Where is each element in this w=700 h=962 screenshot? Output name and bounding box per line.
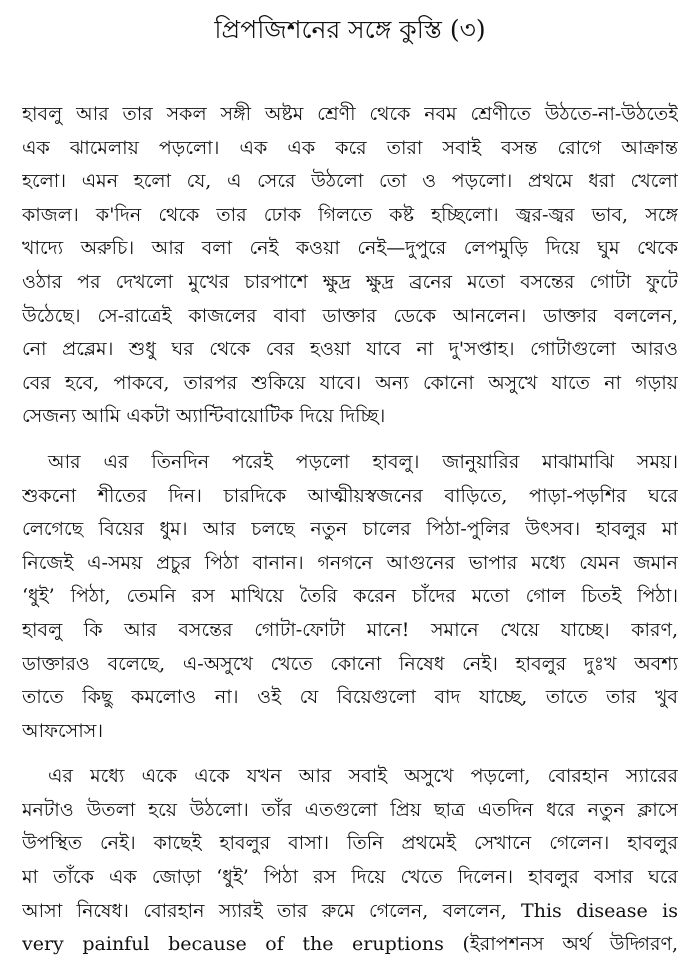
page-title: প্রিপজিশনের সঙ্গে কুস্তি (৩) — [214, 15, 486, 44]
text-line: লেগেছে বিয়ের ধুম। আর চলছে নতুন চালের পিঠা-পুলির উৎসব। হাবলুর মা — [22, 518, 678, 541]
text-line: নো প্রব্লেম। শুধু ঘর থেকে বের হওয়া যাবে না দু'সপ্তাহ। গোটাগুলো আরও — [22, 338, 678, 361]
text-line: very painful because of the eruptions (ইরাপশনস অর্থ উদ্গিরণ, — [22, 933, 678, 956]
text-line: আফসোস। — [22, 719, 104, 742]
paragraph-1 — [22, 98, 678, 434]
text-line: ওঠার পর দেখলো মুখের চারপাশে ক্ষুদ্র ক্ষুদ্র ব্রনের মতো বসন্তের গোটা ফুটে — [22, 270, 678, 293]
text-line: শুকনো শীতের দিন। চারদিকে আত্মীয়স্বজনের বাড়িতে, পাড়া-পড়শির ঘরে — [22, 484, 678, 507]
text-line: হাবলু আর তার সকল সঙ্গী অষ্টম শ্রেণী থেকে নবম শ্রেণীতে উঠতে-না-উঠতেই — [22, 103, 678, 125]
text-line: হলো। এমন হলো যে, এ সেরে উঠলো তো ও পড়লো। প্রথমে ধরা খেলো — [22, 170, 678, 193]
text-line: বের হবে, পাকবে, তারপর শুকিয়ে যাবে। অন্য কোনো অসুখে যাতে না গড়ায় — [22, 371, 678, 394]
text-line: হাবলু কি আর বসন্তের গোটা-ফোটা মানে! সমানে খেয়ে যাচ্ছে। কারণ, — [22, 618, 678, 641]
text-line: ডাক্তারও বলেছে, এ-অসুখে খেতে কোনো নিষেধ নেই। হাবলুর দুঃখ অবশ্য — [22, 652, 678, 675]
paragraph-3 — [22, 760, 678, 962]
text-line: তাতে কিছু কমলোও না। ওই যে বিয়েগুলো বাদ যাচ্ছে, তাতে তার খুব — [22, 686, 678, 709]
text-line: এক ঝামেলায় পড়লো। এক এক করে তারা সবাই বসন্ত রোগে আক্রান্ত — [22, 136, 678, 159]
text-line: মা তাঁকে এক জোড়া ‘ধুই’ পিঠা রস দিয়ে খেতে দিলেন। হাবলুর বসার ঘরে — [22, 866, 678, 889]
text-line: নিজেই এ-সময় প্রচুর পিঠা বানান। গনগনে আগুনের ভাপার মধ্যে যেমন জমান — [22, 551, 678, 574]
text-line: সেজন্য আমি একটা অ্যান্টিবায়োটিক দিয়ে দিচ্ছি। — [22, 405, 386, 428]
text-line: আসা নিষেধ। বোরহান স্যারই তার রুমে গেলেন, বললেন, This disease is — [22, 899, 678, 922]
text-line: উপস্থিত নেই। কাছেই হাবলুর বাসা। তিনি প্রথমেই সেখানে গেলেন। হাবলুর — [22, 832, 678, 855]
text-line: এর মধ্যে একে একে যখন আর সবাই অসুখে পড়লো, বোরহান স্যারের — [48, 765, 678, 788]
text-line: কাজল। ক'দিন থেকে তার ঢোক গিলতে কষ্ট হচ্ছিলো। জ্বর-জ্বর ভাব, সঙ্গে — [22, 203, 678, 226]
text-line: উঠেছে। সে-রাত্রেই কাজলের বাবা ডাক্তার ডেকে আনলেন। ডাক্তার বললেন, — [22, 304, 678, 327]
text-line: ‘ধুই’ পিঠা, তেমনি রস মাখিয়ে তৈরি করেন চাঁদের মতো গোল চিতই পিঠা। — [22, 585, 678, 608]
text-line: আর এর তিনদিন পরেই পড়লো হাবলু। জানুয়ারির মাঝামাঝি সময়। — [48, 450, 678, 473]
paragraph-2 — [22, 446, 678, 748]
text-line: মনটাও উতলা হয়ে উঠলো। তাঁর এতগুলো প্রিয় ছাত্র এতদিন ধরে নতুন ক্লাসে — [22, 798, 678, 821]
text-line: খাদ্যে অরুচি। আর বলা নেই কওয়া নেই—দুপুরে লেপমুড়ি দিয়ে ঘুম থেকে — [22, 237, 678, 260]
